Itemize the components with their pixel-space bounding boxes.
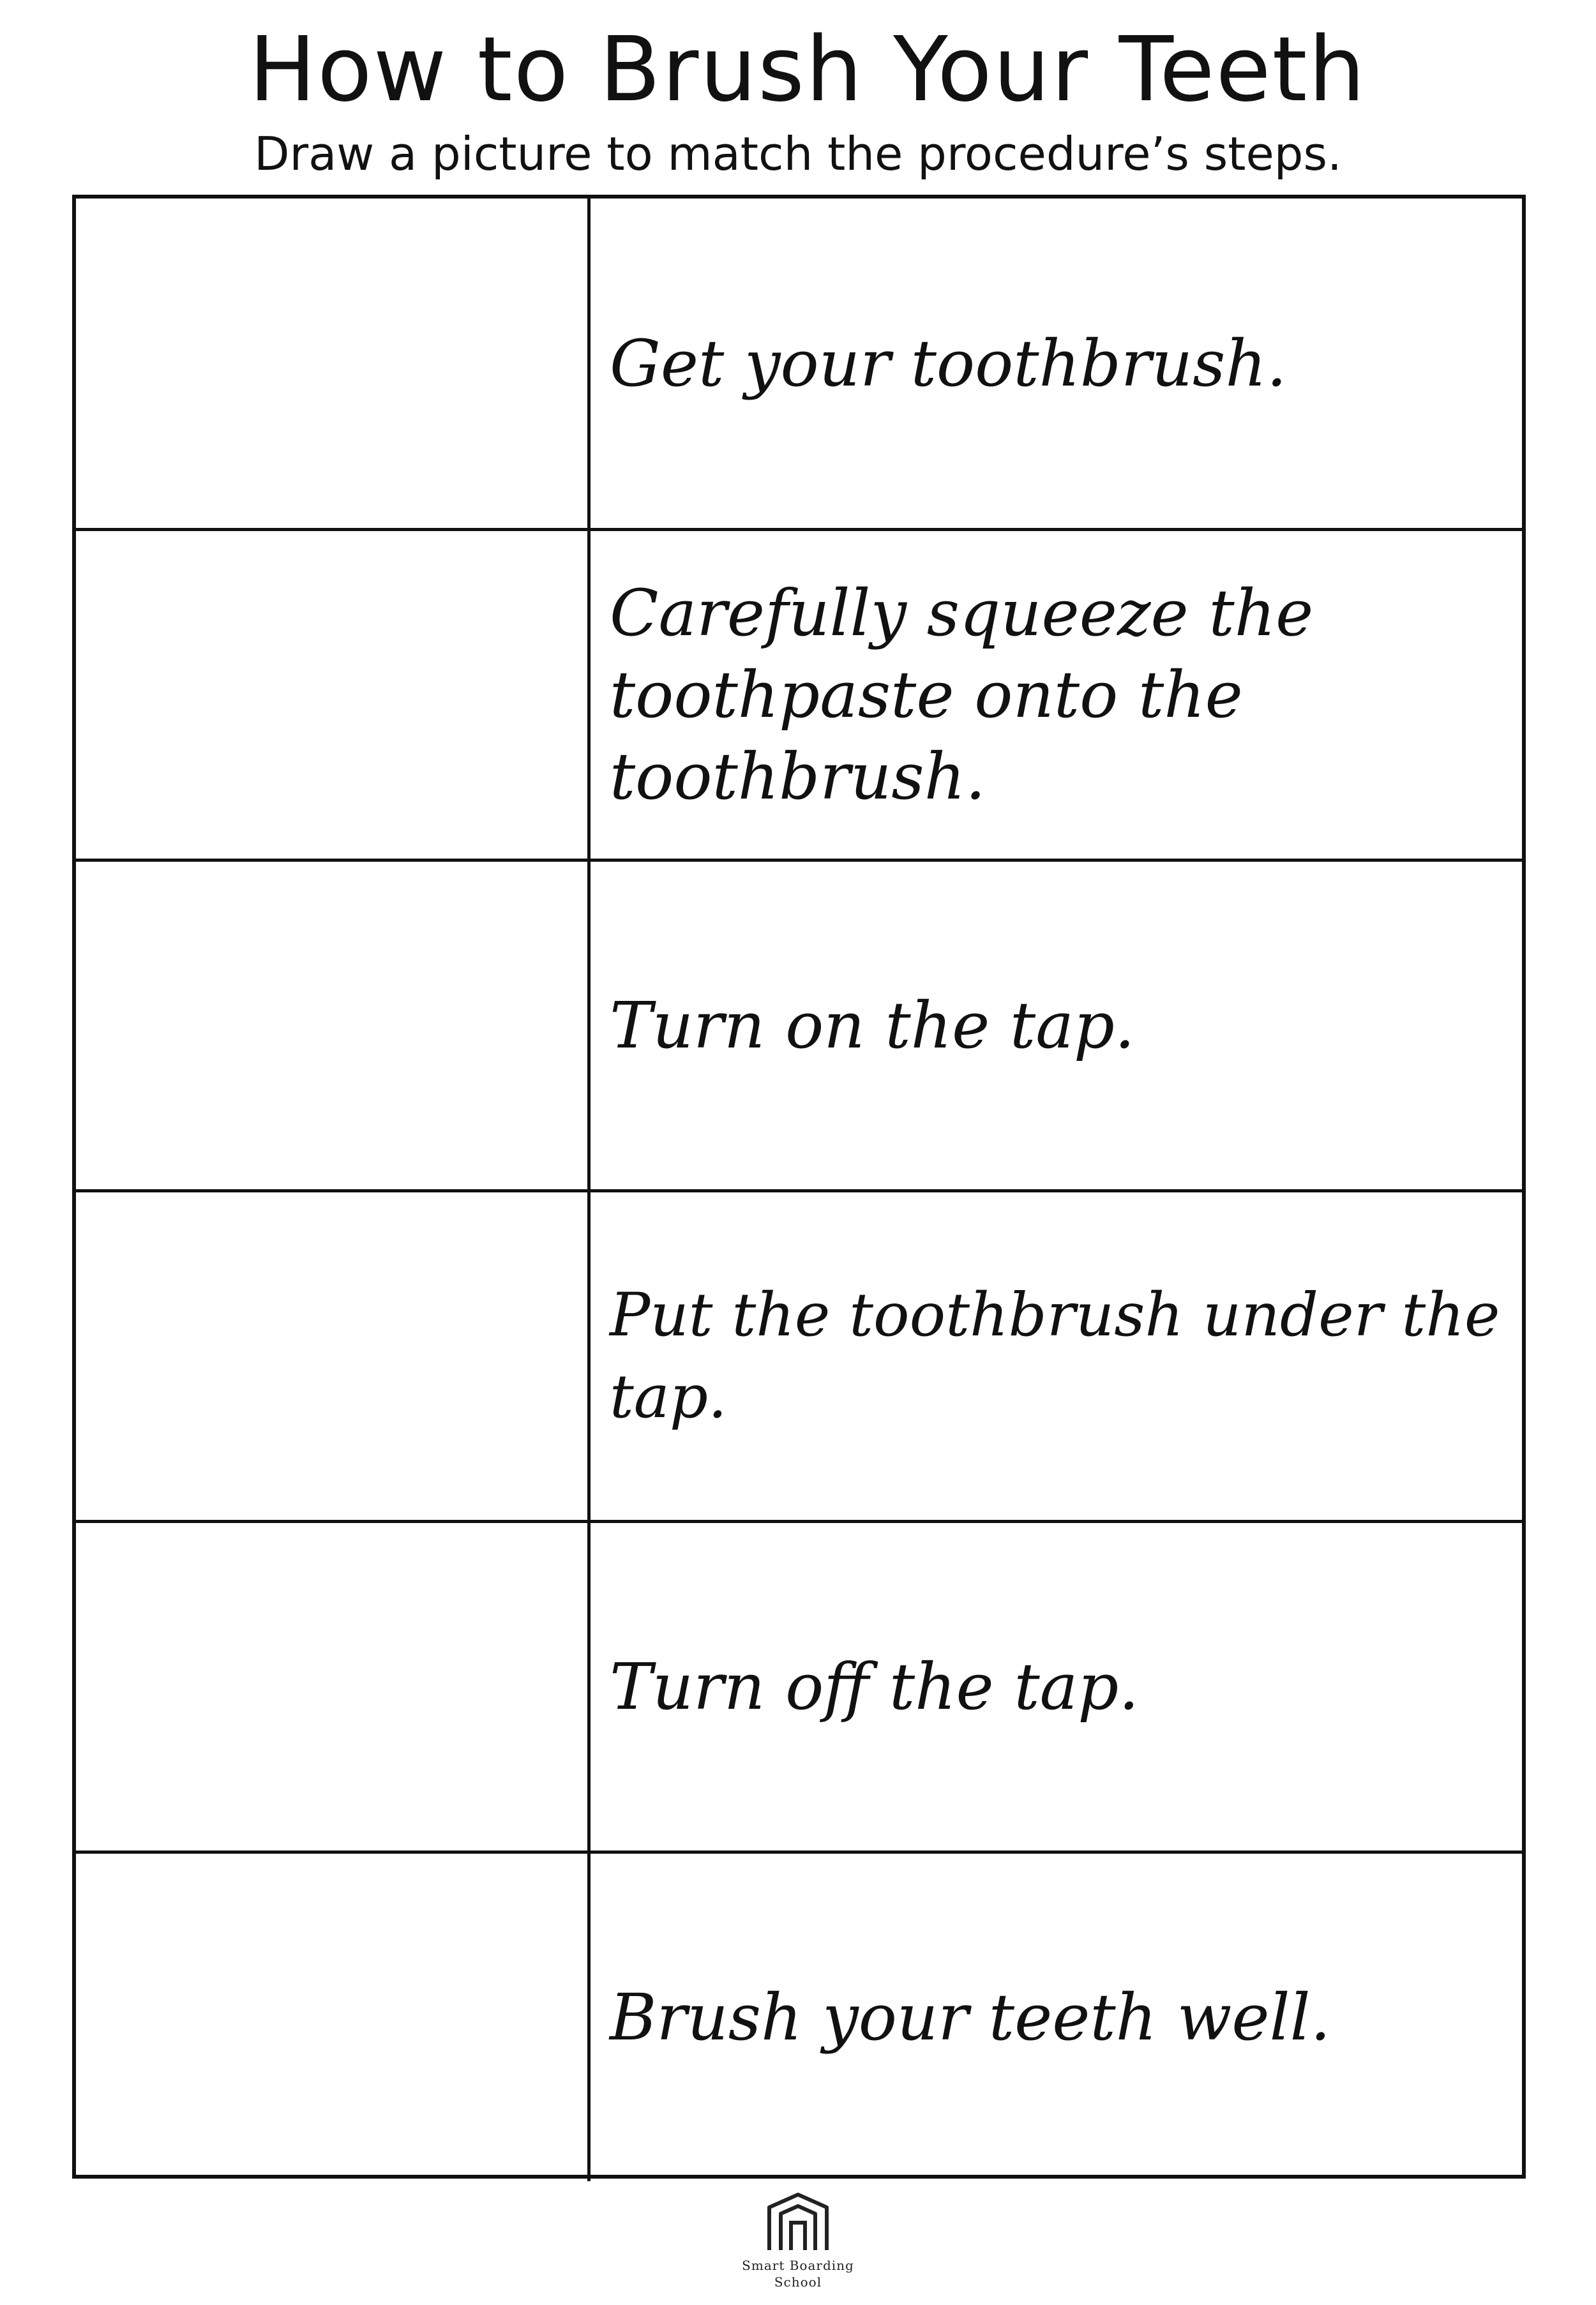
table-row	[76, 1189, 1522, 1520]
page-subtitle: Draw a picture to match the procedure’s steps.	[254, 127, 1342, 181]
step-text: Brush your teeth well.	[610, 1979, 1331, 2055]
step-cell	[591, 1523, 1522, 1851]
drawing-box[interactable]	[76, 862, 591, 1189]
drawing-box[interactable]	[76, 1523, 591, 1851]
table-row	[76, 1520, 1522, 1851]
table-row	[76, 1851, 1522, 2181]
brand-name	[670, 2257, 926, 2290]
brand-line-2: School	[774, 2274, 822, 2290]
step-text: Get your toothbrush.	[610, 326, 1287, 401]
drawing-box[interactable]	[76, 1192, 591, 1520]
step-text: Turn off the tap.	[610, 1649, 1140, 1724]
step-cell	[591, 862, 1522, 1189]
brand-line-1: Smart Boarding	[742, 2258, 854, 2273]
step-text: Turn on the tap.	[610, 987, 1135, 1063]
step-cell	[591, 199, 1522, 529]
table-row	[76, 199, 1522, 529]
step-cell	[591, 1192, 1522, 1520]
page-title: How to Brush Your Teeth	[248, 18, 1367, 122]
drawing-box[interactable]	[76, 199, 591, 529]
step-cell	[591, 531, 1522, 859]
step-text: Put the toothbrush under the tap.	[610, 1280, 1500, 1432]
drawing-box[interactable]	[76, 531, 591, 859]
step-text: Carefully squeeze the toothpaste onto the toothbrush.	[610, 575, 1314, 814]
procedure-table	[72, 195, 1526, 2179]
step-cell	[591, 1854, 1522, 2181]
table-row	[76, 528, 1522, 859]
table-row	[76, 859, 1522, 1189]
drawing-box[interactable]	[76, 1854, 591, 2181]
school-building-icon	[763, 2189, 833, 2253]
brand-footer	[670, 2189, 926, 2290]
